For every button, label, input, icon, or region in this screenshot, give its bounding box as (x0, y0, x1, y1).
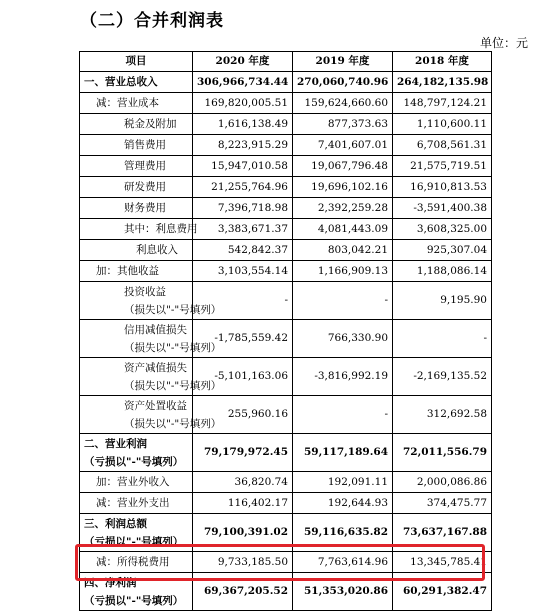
cell-value-2020: 79,100,391.02 (193, 514, 293, 552)
table-header-row (80, 52, 492, 72)
cell-value-2019: 192,091.11 (293, 472, 393, 493)
cell-value-2019: 270,060,740.96 (293, 72, 393, 93)
row-item-label-main: 利息收入 (136, 244, 178, 256)
table-row (80, 552, 492, 573)
table-row (80, 240, 492, 261)
table-row (80, 282, 492, 320)
cell-value-2019: 1,166,909.13 (293, 261, 393, 282)
cell-value-2019: 4,081,443.09 (293, 219, 393, 240)
row-item-label-note: （亏损以"-"号填列） (84, 535, 184, 548)
table-row (80, 114, 492, 135)
row-item-label (80, 282, 222, 320)
row-item-label (80, 472, 193, 493)
row-item-label-main: 一、营业总收入 (84, 76, 158, 88)
cell-value-2019: 803,042.21 (293, 240, 393, 261)
cell-value-2020: 3,103,554.14 (193, 261, 293, 282)
row-item-label (80, 72, 193, 93)
row-item-label (80, 156, 193, 177)
row-item-label-note: （亏损以"-"号填列） (84, 594, 184, 607)
cell-value-2020: 1,616,138.49 (193, 114, 293, 135)
cell-value-2018: 374,475.77 (393, 493, 492, 514)
row-item-label (80, 396, 222, 434)
table-row (80, 177, 492, 198)
cell-value-2018: 16,910,813.53 (393, 177, 492, 198)
cell-value-2018: -3,591,400.38 (393, 198, 492, 219)
cell-value-2018: 21,575,719.51 (393, 156, 492, 177)
cell-value-2019: 7,763,614.96 (293, 552, 393, 573)
row-item-label (80, 434, 193, 472)
cell-value-2020: 3,383,671.37 (193, 219, 293, 240)
cell-value-2018: 925,307.04 (393, 240, 492, 261)
column-header-item: 项目 (80, 52, 193, 72)
row-item-label (80, 514, 193, 552)
table-row (80, 434, 492, 472)
table-row (80, 472, 492, 493)
row-item-label (80, 320, 222, 358)
row-item-label-main: 销售费用 (124, 139, 166, 151)
cell-value-2020: 169,820,005.51 (193, 93, 293, 114)
row-item-label-main: 减：营业成本 (96, 97, 159, 109)
row-item-label (80, 493, 193, 514)
row-item-label-main: 信用减值损失 (124, 323, 187, 336)
cell-value-2019: - (293, 282, 393, 320)
cell-value-2019: 19,067,796.48 (293, 156, 393, 177)
table-row (80, 93, 492, 114)
cell-value-2018: 312,692.58 (393, 396, 492, 434)
column-header-2018: 2018 年度 (393, 52, 492, 72)
row-item-label (80, 198, 193, 219)
table-row (80, 219, 492, 240)
row-item-label-main: 其中：利息费用 (124, 223, 198, 235)
column-header-2019: 2019 年度 (293, 52, 393, 72)
table-row (80, 514, 492, 552)
cell-value-2019: 51,353,020.86 (293, 573, 393, 611)
cell-value-2018: 9,195.90 (393, 282, 492, 320)
table-body (80, 72, 492, 611)
row-item-label-main: 资产处置收益 (124, 399, 187, 412)
row-item-label-note: （损失以"-"号填列） (124, 303, 222, 316)
row-item-label-main: 税金及附加 (124, 118, 177, 130)
cell-value-2019: 766,330.90 (293, 320, 393, 358)
row-item-label-main: 二、营业利润 (84, 437, 147, 450)
cell-value-2019: 19,696,102.16 (293, 177, 393, 198)
cell-value-2020: 306,966,734.44 (193, 72, 293, 93)
row-item-label-main: 研发费用 (124, 181, 166, 193)
column-header-2020: 2020 年度 (193, 52, 293, 72)
row-item-label (80, 114, 193, 135)
row-item-label-note: （亏损以"-"号填列） (84, 455, 184, 468)
row-item-label-main: 投资收益 (124, 285, 166, 298)
cell-value-2019: 59,116,635.82 (293, 514, 393, 552)
table-row (80, 198, 492, 219)
cell-value-2018: 13,345,785.41 (393, 552, 492, 573)
cell-value-2019: 7,401,607.01 (293, 135, 393, 156)
cell-value-2020: - (193, 282, 293, 320)
cell-value-2020: 15,947,010.58 (193, 156, 293, 177)
row-item-label (80, 552, 193, 573)
cell-value-2020: 8,223,915.29 (193, 135, 293, 156)
row-item-label-main: 资产减值损失 (124, 361, 187, 374)
cell-value-2020: 79,179,972.45 (193, 434, 293, 472)
cell-value-2018: 1,110,600.11 (393, 114, 492, 135)
cell-value-2020: -5,101,163.06 (193, 358, 293, 396)
table-row (80, 261, 492, 282)
cell-value-2020: 36,820.74 (193, 472, 293, 493)
cell-value-2019: -3,816,992.19 (293, 358, 393, 396)
cell-value-2019: 192,644.93 (293, 493, 393, 514)
row-item-label-main: 加：营业外收入 (96, 476, 170, 488)
table-row (80, 573, 492, 611)
table-row (80, 396, 492, 434)
row-item-label-note: （损失以"-"号填列） (124, 417, 222, 430)
cell-value-2018: 148,797,124.21 (393, 93, 492, 114)
row-item-label (80, 219, 198, 240)
section-title: （二）合并利润表 (80, 11, 224, 31)
table-row (80, 493, 492, 514)
cell-value-2019: 877,373.63 (293, 114, 393, 135)
table-row (80, 156, 492, 177)
row-item-label (80, 261, 193, 282)
cell-value-2018: - (393, 320, 492, 358)
table-row (80, 135, 492, 156)
cell-value-2020: 7,396,718.98 (193, 198, 293, 219)
row-item-label (80, 93, 193, 114)
cell-value-2020: -1,785,559.42 (193, 320, 293, 358)
unit-label: 单位：元 (479, 36, 528, 50)
cell-value-2018: 60,291,382.47 (393, 573, 492, 611)
row-item-label (80, 240, 193, 261)
row-item-label-note: （损失以"-"号填列） (124, 379, 222, 392)
cell-value-2018: 72,011,556.79 (393, 434, 492, 472)
row-item-label-main: 四、净利润 (84, 576, 137, 589)
row-item-label-note: （损失以"-"号填列） (124, 341, 222, 354)
row-item-label-main: 加：其他收益 (96, 265, 159, 277)
cell-value-2020: 69,367,205.52 (193, 573, 293, 611)
row-item-label (80, 358, 222, 396)
row-item-label-main: 减：营业外支出 (96, 497, 170, 509)
cell-value-2019: - (293, 396, 393, 434)
cell-value-2019: 59,117,189.64 (293, 434, 393, 472)
row-item-label-main: 三、利润总额 (84, 517, 147, 530)
table-row (80, 358, 492, 396)
cell-value-2018: 73,637,167.88 (393, 514, 492, 552)
cell-value-2020: 9,733,185.50 (193, 552, 293, 573)
row-item-label (80, 573, 193, 611)
row-item-label-main: 管理费用 (124, 160, 166, 172)
income-statement-table (79, 51, 492, 611)
cell-value-2018: 6,708,561.31 (393, 135, 492, 156)
cell-value-2020: 21,255,764.96 (193, 177, 293, 198)
cell-value-2018: 3,608,325.00 (393, 219, 492, 240)
cell-value-2018: 2,000,086.86 (393, 472, 492, 493)
row-item-label-main: 减：所得税费用 (96, 556, 170, 568)
cell-value-2020: 542,842.37 (193, 240, 293, 261)
cell-value-2020: 255,960.16 (193, 396, 293, 434)
cell-value-2019: 2,392,259.28 (293, 198, 393, 219)
table-row (80, 320, 492, 358)
row-item-label-main: 财务费用 (124, 202, 166, 214)
row-item-label (80, 177, 193, 198)
cell-value-2018: 1,188,086.14 (393, 261, 492, 282)
cell-value-2018: 264,182,135.98 (393, 72, 492, 93)
cell-value-2018: -2,169,135.52 (393, 358, 492, 396)
cell-value-2019: 159,624,660.60 (293, 93, 393, 114)
row-item-label (80, 135, 193, 156)
cell-value-2020: 116,402.17 (193, 493, 293, 514)
table-row (80, 72, 492, 93)
